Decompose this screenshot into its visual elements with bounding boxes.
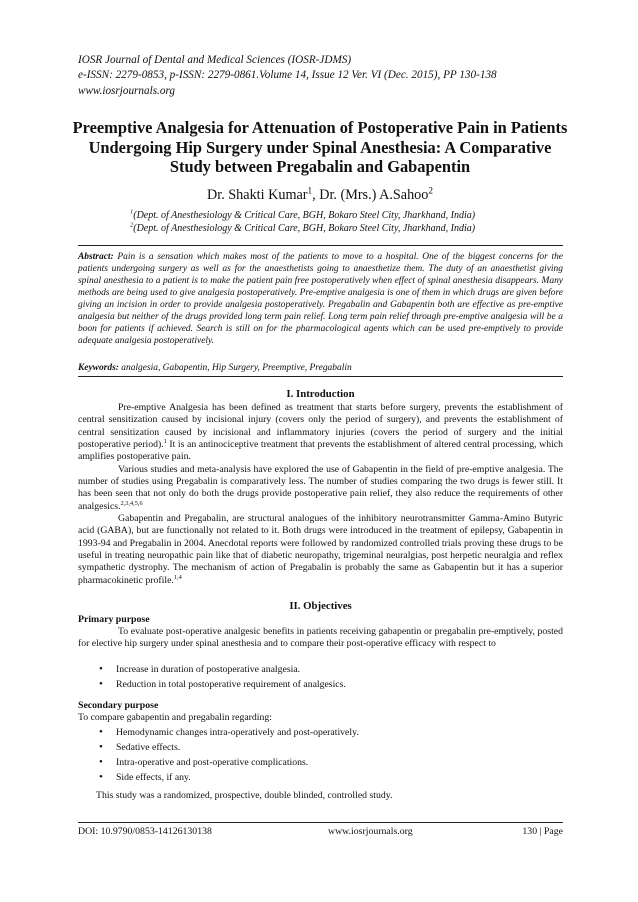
- keywords-label: Keywords:: [78, 363, 119, 373]
- author-2-sup: 2: [428, 185, 433, 196]
- introduction-heading: I. Introduction: [286, 388, 355, 400]
- paper-title: Preemptive Analgesia for Attenuation of Postoperative Pain in Patients Undergoing Hip Surgery under Spinal Anesthesia: A Comparative Study between Pregabalin and Gabapentin: [72, 118, 568, 177]
- secondary-item: • Side effects, if any.: [78, 770, 359, 785]
- primary-purpose-body: [78, 626, 563, 651]
- abstract: [78, 251, 563, 347]
- footer-rule: [78, 822, 563, 823]
- intro-paragraph-2: [78, 464, 563, 513]
- journal-name: IOSR Journal of Dental and Medical Sciences (IOSR-JDMS): [78, 54, 352, 66]
- study-design-statement: This study was a randomized, prospective, double blinded, controlled study.: [96, 790, 393, 801]
- primary-item: • Reduction in total postoperative requirement of analgesics.: [78, 677, 346, 692]
- keywords-text: analgesia, Gabapentin, Hip Surgery, Preemptive, Pregabalin: [121, 363, 352, 373]
- abstract-bottom-rule: [78, 376, 563, 377]
- affiliation-2-sup: 2: [130, 221, 134, 229]
- journal-header: [78, 53, 568, 99]
- secondary-item: • Sedative effects.: [78, 740, 359, 755]
- secondary-item: • Hemodynamic changes intra-operatively and post-operatively.: [78, 725, 359, 740]
- journal-issn: e-ISSN: 2279-0853, p-ISSN: 2279-0861.Volume 14, Issue 12 Ver. VI (Dec. 2015), PP 130-138: [78, 69, 497, 82]
- intro-p3-text: Gabapentin and Pregabalin, are structural analogues of the inhibitory neurotransmitter Gamma-Amino Butyric acid (GABA), but are functionally not related to it. Both drugs were introduced in the treatment of epilepsy, Gabapentin in 1993-94 and Pregabalin in 2004. Anecdotal reports were followed by randomized controlled trials proving these drugs to be useful in treating neuropathic pain like that of diabetic neuropathy, trigeminal neuralgias, post herpetic neuralgia and reflex sympathetic dystrophy. The mechanism of action of Pregabalin is probably the same as Gabapentin but it has a superior pharmacokinetic profile.: [78, 513, 563, 586]
- affiliation-1-text: (Dept. of Anesthesiology & Critical Care, BGH, Bokaro Steel City, Jharkhand, India): [133, 210, 476, 221]
- footer-page-number: 130 | Page: [522, 826, 563, 837]
- affiliation-1-sup: 1: [130, 208, 134, 216]
- keywords: [78, 362, 563, 374]
- secondary-item: • Intra-operative and post-operative complications.: [78, 755, 359, 770]
- primary-purpose-label: Primary purpose: [78, 614, 150, 625]
- affiliation-2-text: (Dept. of Anesthesiology & Critical Care, BGH, Bokaro Steel City, Jharkhand, India): [133, 223, 476, 234]
- intro-p1-tail: It is an antinociceptive treatment that prevents the establishment of altered central processing, which amplifies postoperative pain.: [78, 439, 564, 463]
- intro-p1-citation: 1: [163, 437, 167, 445]
- author-2: Dr. (Mrs.) A.Sahoo: [319, 187, 429, 203]
- primary-purpose-text: To evaluate post-operative analgesic benefits in patients receiving gabapentin or pregabalin pre-emptively, posted for elective hip surgery under spinal anesthesia and to compare their post-operative efficacy with respect to: [78, 626, 563, 650]
- abstract-label: Abstract:: [78, 252, 114, 262]
- abstract-text: Pain is a sensation which makes most of the patients to move to a hospital. One of the biggest concerns for the patients undergoing surgery as well as for the anaesthetists going to anaesthetize them. The duty of an anaesthetist giving spinal anesthesia to a patient is to make the patient pain free postoperatively when effect of spinal anesthesia disappears. Many methods are being used to give analgesia postoperatively. Pre-emptive analgesia is one of them in which drugs are given before giving an incision in order to provide analgesia postoperatively. Pregabalin and Gabapentin both are effective as pre-emptive analgesia but neither of the drugs provided long term pain relief. Long term pain relief through pre-emptive analgesia will be a boon for patients if achieved. Search is still on for the pharmacological agents which can be used pre-emptively to provide adequate analgesia postoperatively.: [78, 252, 563, 346]
- journal-url: www.iosrjournals.org: [78, 84, 175, 97]
- abstract-top-rule: [78, 245, 563, 246]
- affiliation-1: [130, 209, 590, 222]
- footer-doi: DOI: 10.9790/0853-14126130138: [78, 826, 212, 837]
- introduction-body: [78, 402, 563, 587]
- objectives-heading: II. Objectives: [289, 600, 352, 612]
- intro-paragraph-1: [78, 402, 563, 464]
- secondary-items-list: [78, 725, 359, 785]
- secondary-purpose-intro: To compare gabapentin and pregabalin regarding:: [78, 712, 272, 723]
- intro-p2-text: Various studies and meta-analysis have explored the use of Gabapentin in the field of pre-emptive analgesia. The number of studies using Pregabalin is comparatively less. The number of studies comparing the two drugs is fewer still. It has been seen that not only do both the drugs provide postoperative pain relief, they also reduce the requirements of other analgesics.: [78, 463, 563, 512]
- primary-items-list: [78, 662, 346, 692]
- intro-p3-citation: 1,4: [173, 573, 182, 581]
- affiliations: [130, 209, 590, 235]
- primary-item: • Increase in duration of postoperative analgesia.: [78, 662, 346, 677]
- secondary-purpose-label: Secondary purpose: [78, 700, 159, 711]
- intro-p1-text: Pre-emptive Analgesia has been defined as treatment that starts before surgery, prevents the establishment of central sensitization caused by incisional injury (covers only the period of surgery), and prevents the establishment of central sensitization caused by incisional and inflammatory injuries (covers the period of surgery and the initial postoperative period).: [78, 402, 563, 451]
- affiliation-2: [130, 222, 590, 235]
- author-1-sup: 1: [307, 185, 313, 196]
- intro-paragraph-3: [78, 513, 563, 587]
- intro-p2-citation: 2,3,4,5,6: [120, 499, 143, 507]
- authors: [70, 186, 570, 204]
- author-1: Dr. Shakti Kumar: [207, 187, 308, 203]
- footer-url[interactable]: www.iosrjournals.org: [328, 826, 413, 837]
- author-separator: ,: [312, 187, 320, 203]
